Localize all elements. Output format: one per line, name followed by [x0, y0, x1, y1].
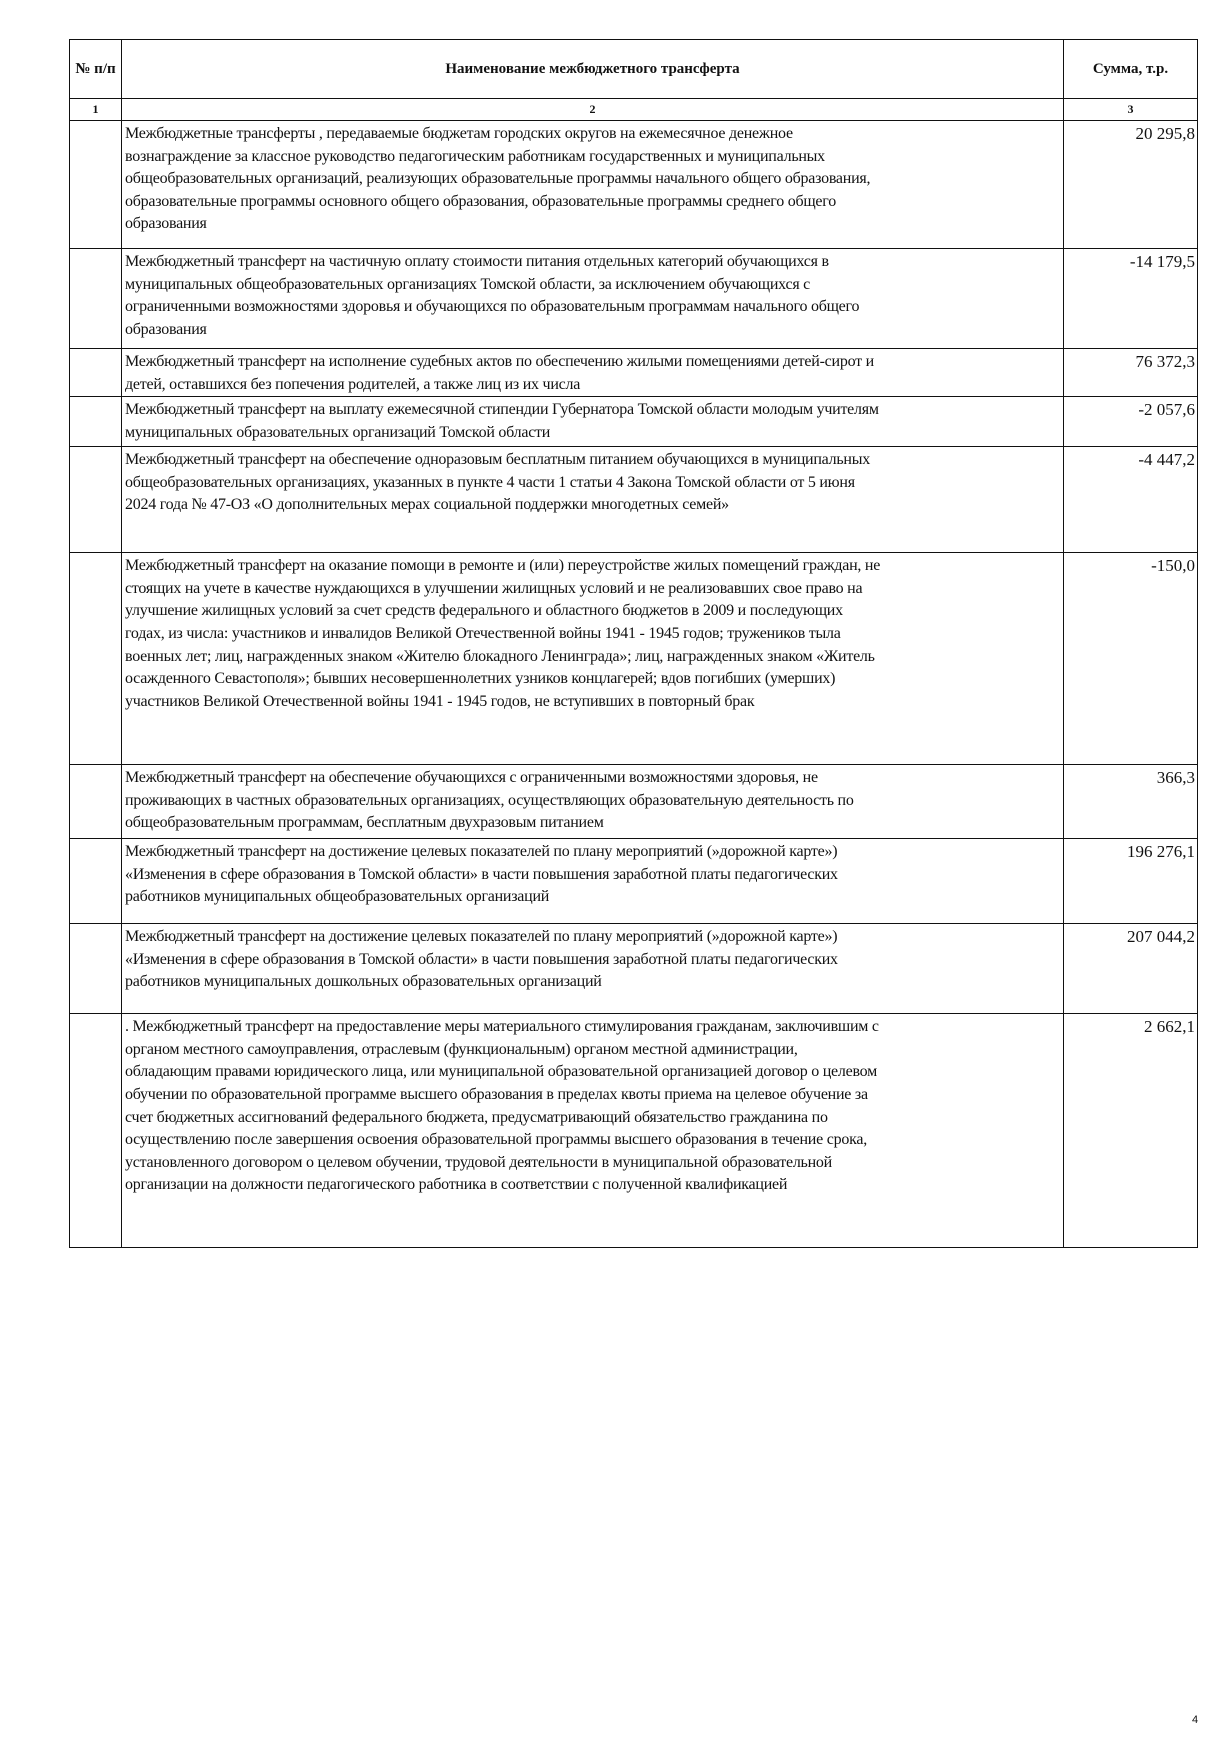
- transfer-name-line: Межбюджетный трансферт на частичную оплату стоимости питания отдельных категорий обучающихся в: [125, 253, 829, 270]
- transfer-name-line: Межбюджетные трансферты , передаваемые бюджетам городских округов на ежемесячное денежное: [125, 125, 793, 142]
- transfer-name-line: Межбюджетный трансферт на обеспечение обучающихся с ограниченными возможностями здоровья, не: [125, 769, 818, 787]
- row-number-cell: [70, 397, 122, 447]
- transfer-name-line: Межбюджетный трансферт на достижение целевых показателей по плану мероприятий (»дорожной карте»): [125, 928, 838, 946]
- table-row: [70, 924, 1198, 1014]
- transfer-name-line: образования: [125, 215, 207, 233]
- transfer-name-line: образования: [125, 320, 207, 338]
- row-number-cell: [70, 1014, 122, 1248]
- transfer-name-line: обладающим правами юридического лица, или муниципальной образовательной организацией договор о целевом: [125, 1063, 877, 1081]
- transfer-name-line: участников Великой Отечественной войны 1941 - 1945 годов, не вступивших в повторный брак: [125, 692, 755, 710]
- transfer-name-line: осуществлению после завершения освоения образовательной программы высшего образования в течение срока,: [125, 1131, 867, 1149]
- transfer-sum-cell: -2 057,6: [1064, 397, 1198, 447]
- row-number-cell: [70, 121, 122, 249]
- transfer-name-line: годах, из числа: участников и инвалидов Великой Отечественной войны 1941 - 1945 годов; тружеников тыла: [125, 624, 841, 642]
- transfer-name-line: ограниченными возможностями здоровья и обучающихся по образовательным программам начального общего: [125, 298, 860, 316]
- transfer-name-line: органом местного самоуправления, отраслевым (функциональным) органом местной администрации,: [125, 1040, 798, 1058]
- transfer-name-cell: [122, 839, 1064, 924]
- transfer-name-line: Межбюджетный трансферт на выплату ежемесячной стипендии Губернатора Томской области молодым учителям: [125, 401, 879, 419]
- transfer-name-cell: [122, 553, 1064, 765]
- transfer-sum-cell: 2 662,1: [1064, 1014, 1198, 1248]
- row-number-cell: [70, 447, 122, 553]
- table-row: [70, 121, 1198, 249]
- transfer-sum-cell: 196 276,1: [1064, 839, 1198, 924]
- row-number-cell: [70, 249, 122, 349]
- transfer-name-line: общеобразовательным программам, бесплатным двухразовым питанием: [125, 814, 604, 832]
- row-number-cell: [70, 553, 122, 765]
- transfer-name-line: . Межбюджетный трансферт на предоставление меры материального стимулирования гражданам, заключившим с: [125, 1018, 879, 1036]
- header-row: [70, 40, 1198, 99]
- table-row: [70, 349, 1198, 397]
- row-number-cell: [70, 349, 122, 397]
- transfer-name-line: работников муниципальных дошкольных образовательных организаций: [125, 973, 602, 991]
- table-row: [70, 397, 1198, 447]
- transfer-name-line: организации на должности педагогического работника в соответствии с полученной квалификацией: [125, 1176, 788, 1194]
- table-row: [70, 249, 1198, 349]
- column-number-3: 3: [1064, 99, 1198, 121]
- table-row: [70, 1014, 1198, 1248]
- transfer-name-line: общеобразовательных организациях, указанных в пункте 4 части 1 статьи 4 Закона Томской области от 5 июня: [125, 473, 855, 491]
- transfer-name-cell: [122, 924, 1064, 1014]
- transfer-sum-cell: 366,3: [1064, 765, 1198, 839]
- transfer-name-line: осажденного Севастополя»; бывших несовершеннолетних узников концлагерей; вдов погибших (умерших): [125, 670, 836, 688]
- row-number-cell: [70, 765, 122, 839]
- column-numbers-row: [70, 99, 1198, 121]
- transfer-name-cell: [122, 765, 1064, 839]
- transfer-sum-cell: 207 044,2: [1064, 924, 1198, 1014]
- transfer-name-line: муниципальных общеобразовательных организациях Томской области, за исключением обучающихся с: [125, 275, 811, 293]
- header-number: № п/п: [70, 40, 122, 99]
- transfer-name-line: работников муниципальных общеобразовательных организаций: [125, 888, 550, 906]
- transfer-name-cell: [122, 249, 1064, 349]
- transfer-name-line: 2024 года № 47-ОЗ «О дополнительных мерах социальной поддержки многодетных семей»: [125, 496, 729, 514]
- transfer-name-line: военных лет; лиц, награжденных знаком «Жителю блокадного Ленинграда»; лиц, награжденных знаком «Житель: [125, 647, 875, 665]
- transfer-name-line: «Изменения в сфере образования в Томской области» в части повышения заработной платы педагогических: [125, 950, 838, 968]
- header-name: Наименование межбюджетного трансферта: [122, 40, 1064, 99]
- transfer-name-line: счет бюджетных ассигнований федерального бюджета, предусматривающий обязательство гражданина по: [125, 1108, 828, 1126]
- table-row: [70, 765, 1198, 839]
- row-number-cell: [70, 924, 122, 1014]
- transfer-name-cell: [122, 447, 1064, 553]
- transfer-name-line: Межбюджетный трансферт на обеспечение одноразовым бесплатным питанием обучающихся в муниципальных: [125, 451, 870, 469]
- transfer-name-line: Межбюджетный трансферт на достижение целевых показателей по плану мероприятий (»дорожной карте»): [125, 843, 838, 861]
- transfer-name-line: Межбюджетный трансферт на исполнение судебных актов по обеспечению жилыми помещениями детей-сирот и: [125, 353, 874, 370]
- transfer-name-line: муниципальных образовательных организаций Томской области: [125, 423, 551, 441]
- table-row: [70, 553, 1198, 765]
- transfers-table: [69, 39, 1198, 1248]
- transfer-sum-cell: -150,0: [1064, 553, 1198, 765]
- transfer-sum-cell: -4 447,2: [1064, 447, 1198, 553]
- transfer-sum-cell: 76 372,3: [1064, 349, 1198, 397]
- column-number-2: 2: [122, 99, 1064, 121]
- page-number: 4: [1192, 1714, 1199, 1726]
- header-sum: Сумма, т.р.: [1064, 40, 1198, 99]
- transfer-name-cell: [122, 397, 1064, 447]
- transfer-name-line: «Изменения в сфере образования в Томской области» в части повышения заработной платы педагогических: [125, 865, 838, 883]
- transfer-name-line: вознаграждение за классное руководство педагогическим работникам государственных и муниципальных: [125, 147, 825, 165]
- table-row: [70, 839, 1198, 924]
- transfer-name-line: установленного договором о целевом обучении, трудовой деятельности в муниципальной образовательной: [125, 1153, 832, 1171]
- transfer-sum-cell: -14 179,5: [1064, 249, 1198, 349]
- row-number-cell: [70, 839, 122, 924]
- table-row: [70, 447, 1198, 553]
- transfer-name-line: Межбюджетный трансферт на оказание помощи в ремонте и (или) переустройстве жилых помещений граждан, не: [125, 557, 881, 575]
- transfer-name-line: детей, оставшихся без попечения родителей, а также лиц из их числа: [125, 375, 581, 393]
- transfer-name-cell: [122, 1014, 1064, 1248]
- transfer-name-cell: [122, 349, 1064, 397]
- transfer-name-line: образовательные программы основного общего образования, образовательные программы среднего общего: [125, 192, 836, 210]
- transfer-name-line: проживающих в частных образовательных организациях, осуществляющих образовательную деятельность по: [125, 791, 854, 809]
- transfer-name-line: обучении по образовательной программе высшего образования в пределах квоты приема на целевое обучение за: [125, 1085, 868, 1103]
- transfer-name-line: стоящих на учете в качестве нуждающихся в улучшении жилищных условий и не реализовавших свое право на: [125, 579, 863, 597]
- transfer-name-line: общеобразовательных организаций, реализующих образовательные программы начального общего образования,: [125, 170, 871, 188]
- transfer-sum-cell: 20 295,8: [1064, 121, 1198, 249]
- transfer-name-cell: [122, 121, 1064, 249]
- transfer-name-line: улучшение жилищных условий за счет средств федерального и областного бюджетов в 2009 и последующих: [125, 602, 843, 620]
- column-number-1: 1: [70, 99, 122, 121]
